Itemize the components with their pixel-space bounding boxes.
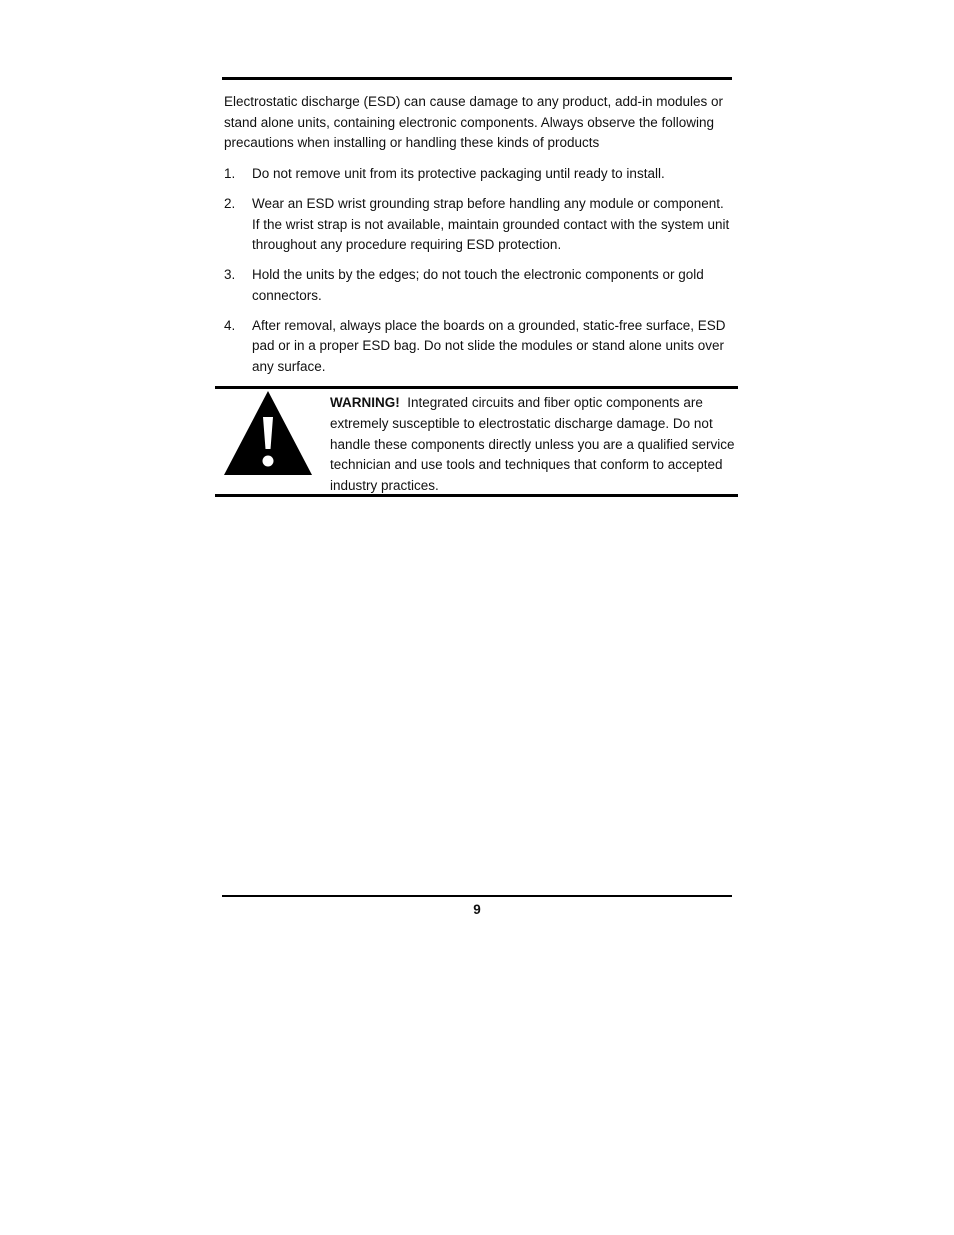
intro-paragraph: Electrostatic discharge (ESD) can cause damage to any product, add-in modules or stand alone units, containing electronic components. Always observe the following precautions when installing or handling these kinds of products xyxy=(224,94,724,150)
top-rule xyxy=(222,77,732,80)
list-item-number: 3. xyxy=(224,267,236,282)
list-item xyxy=(224,194,734,256)
warning-text-block xyxy=(330,393,735,497)
list-item-number: 1. xyxy=(224,166,236,181)
list-item-text: Hold the units by the edges; do not touch the electronic components or gold connectors. xyxy=(252,267,704,303)
precautions-list xyxy=(224,164,734,387)
footer-rule xyxy=(222,895,732,897)
list-item-number: 2. xyxy=(224,196,236,211)
list-item-text: After removal, always place the boards on a grounded, static-free surface, ESD pad or in a proper ESD bag. Do not slide the modules or stand alone units over any surface. xyxy=(252,317,726,374)
list-item xyxy=(224,316,734,378)
list-item xyxy=(224,265,734,306)
warning-box xyxy=(215,386,738,497)
list-item xyxy=(224,164,734,185)
warning-text: Integrated circuits and fiber optic components are extremely susceptible to electrostatic discharge damage. Do not handle these components directly unless you are a qualified service technician and use tools and techniques that conform to accepted industry practices. xyxy=(330,395,735,494)
warning-triangle-icon xyxy=(223,389,313,475)
page-number: 9 xyxy=(473,902,481,917)
list-item-text: Wear an ESD wrist grounding strap before handling any module or component. If the wrist strap is not available, maintain grounded contact with the system unit throughout any procedure requiring ESD protection. xyxy=(252,196,730,252)
list-item-number: 4. xyxy=(224,317,236,333)
list-item-text: Do not remove unit from its protective packaging until ready to install. xyxy=(252,166,665,181)
warning-label: WARNING! xyxy=(330,395,400,410)
